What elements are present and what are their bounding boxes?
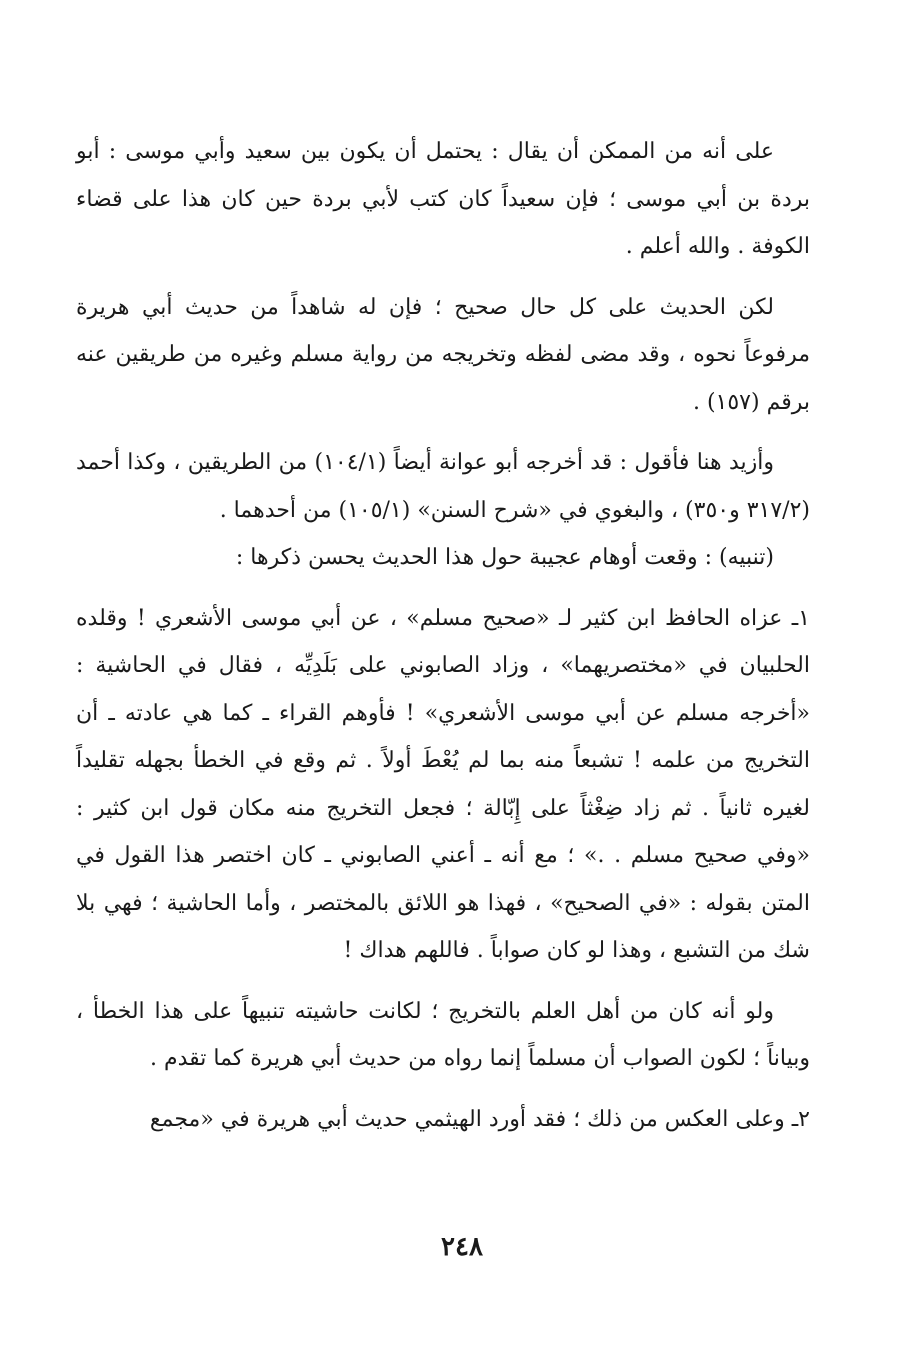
paragraph-2: لكن الحديث على كل حال صحيح ؛ فإن له شاهداً من حديث أبي هريرة مرفوعاً نحوه ، وقد مضى لفظه وتخريجه من رواية مسلم وغيره من طريقين عنه برقم (١٥٧) . — [76, 294, 810, 415]
paragraph-6: ولو أنه كان من أهل العلم بالتخريج ؛ لكانت حاشيته تنبيهاً على هذا الخطأ ، وبياناً ؛ لكون الصواب أن مسلماً إنما رواه من حديث أبي هريرة كما تقدم . — [76, 998, 810, 1071]
paragraph-1: على أنه من الممكن أن يقال : يحتمل أن يكون بين سعيد وأبي موسى : أبو بردة بن أبي موسى ؛ فإن سعيداً كان كتب لأبي بردة حين كان هذا على قضاء الكوفة . والله أعلم . — [76, 139, 810, 259]
page-number: ٢٤٨ — [441, 1232, 483, 1262]
body-text — [76, 128, 810, 1143]
paragraph-4-note-heading: (تنبيه) : وقعت أوهام عجيبة حول هذا الحديث يحسن ذكرها : — [235, 545, 774, 570]
paragraph-5-item-1: ١ـ عزاه الحافظ ابن كثير لـ «صحيح مسلم» ، عن أبي موسى الأشعري ! وقلده الحلبيان في «مختصريهما» ، وزاد الصابوني على بَلَدِيِّه ، فقال في الحاشية : «أخرجه مسلم عن أبي موسى الأشعري» ! فأوهم القراء ـ كما هي عادته ـ أن التخريج من علمه ! تشبعاً منه بما لم يُعْطَ أولاً . ثم وقع في الخطأ بجهله تقليداً لغيره ثانياً . ثم زاد ضِغْثاً على إِبّالة ؛ فجعل التخريج منه مكان قول ابن كثير : «وفي صحيح مسلم . .» ؛ مع أنه ـ أعني الصابوني ـ كان اختصر هذا القول في المتن بقوله : «في الصحيح» ، فهذا هو اللائق بالمختصر ، وأما الحاشية ؛ فهي بلا شك من التشبع ، وهذا لو كان صواباً . فاللهم هداك ! — [76, 605, 810, 963]
paragraph-3: وأزيد هنا فأقول : قد أخرجه أبو عوانة أيضاً (١٠٤/١) من الطريقين ، وكذا أحمد (٣١٧/٢ و٣٥٠) ، والبغوي في «شرح السنن» (١٠٥/١) من أحدهما . — [76, 450, 810, 523]
paragraph-7-item-2: ٢ـ وعلى العكس من ذلك ؛ فقد أورد الهيثمي حديث أبي هريرة في «مجمع — [149, 1106, 810, 1132]
